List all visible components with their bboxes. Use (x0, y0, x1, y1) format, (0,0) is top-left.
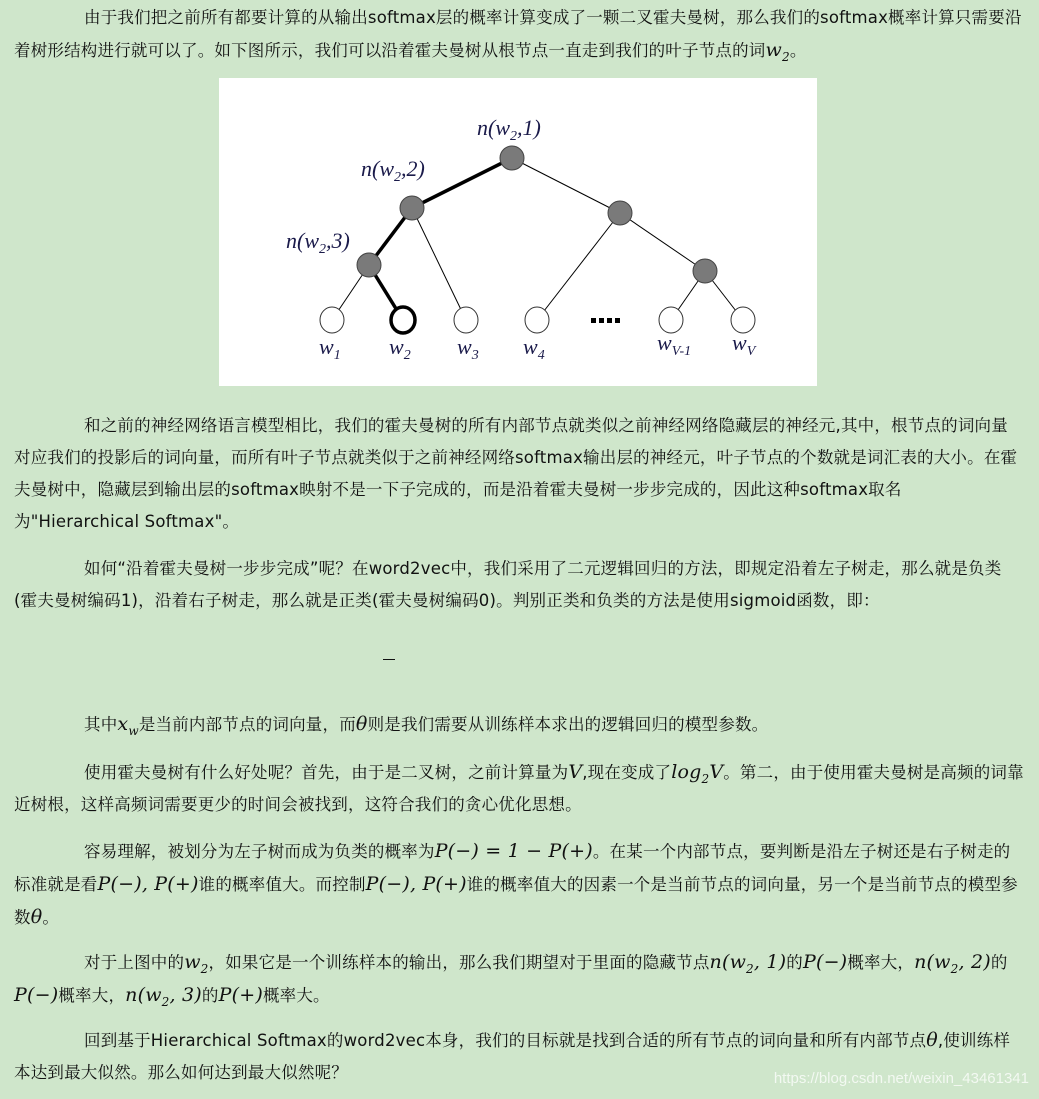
sigmoid-formula (375, 628, 395, 693)
watermark: https://blog.csdn.net/weixin_43461341 (773, 1070, 1029, 1087)
paragraph-probability: 容易理解，被划分为左子树而成为负类的概率为P(−) = 1 − P(+)。在某一个内部节点，要判断是沿左子树还是右子树走的标准就是看P(−), P(+)谁的概率值大。而控制P(−), P(+)谁的概率值大的因素一个是当前节点的词向量，另一个是当前节点的模型参数θ。 (14, 840, 1018, 928)
paragraph-hierarchical-softmax: 和之前的神经网络语言模型相比，我们的霍夫曼树的所有内部节点就类似之前神经网络隐藏层的神经元,其中，根节点的词向量对应我们的投影后的词向量，而所有叶子节点就类似于之前神经网络softmax输出层的神经元，叶子节点的个数就是词汇表的大小。在霍夫曼树中，隐藏层到输出层的softmax映射不是一下子完成的，而是沿着霍夫曼树一步步完成的，因此这种softmax取名为"Hierarchical Softmax"。 (14, 416, 1018, 531)
paragraph-example: 对于上图中的$w_2$，如果它是一个训练样本的输出，那么我们期望对于里面的隐藏节点$n(w_2$, 1)的P(−)概率大，$n(w_2$, 2)的P(−)概率大，$n(w_2$, 3)的P(+)概率大。 (14, 951, 1008, 1009)
paragraph-sigmoid: 如何“沿着霍夫曼树一步步完成”呢？在word2vec中，我们采用了二元逻辑回归的方法，即规定沿着左子树走，那么就是负类(霍夫曼树编码1)，沿着右子树走，那么就是正类(霍夫曼树编码0)。判别正类和负类的方法是使用sigmoid函数，即： (14, 559, 1002, 610)
svg-text:n(w2,2): $n(w_2,2)$ (361, 156, 425, 185)
paragraph-params: 其中$x_w$是当前内部节点的词向量，而θ则是我们需要从训练样本求出的逻辑回归的模型参数。 (84, 713, 769, 738)
svg-text:w1: $w_1$ (319, 334, 341, 363)
paragraph-intro (14, 2, 1024, 67)
paragraph-benefits: 使用霍夫曼树有什么好处呢？首先，由于是二叉树，之前计算量为V,现在变成了$\log_2V$。第二，由于使用霍夫曼树是高频的词靠近树根，这样高频词需要更少的时间会被找到，这符合我们的贪心优化思想。 (14, 761, 1024, 814)
paragraph-conclusion: 回到基于Hierarchical Softmax的word2vec本身，我们的目标就是找到合适的所有节点的词向量和所有内部节点θ,使训练样本达到最大似然。那么如何达到最大似然呢？ (14, 1029, 1011, 1082)
svg-text:w3: $w_3$ (457, 334, 479, 363)
svg-text:wV-1: $w_{V-1}$ (657, 330, 692, 359)
svg-text:w2: $w_2$ (389, 334, 411, 363)
huffman-tree-diagram (219, 78, 817, 386)
huffman-tree-figure (219, 78, 817, 386)
math-w2: $w_2$ (765, 39, 790, 64)
svg-text:n(w2,1): $n(w_2,1)$ (477, 115, 541, 144)
svg-text:w4: $w_4$ (523, 334, 545, 363)
paragraph-text: 。 (789, 41, 807, 60)
root-node (500, 146, 524, 170)
svg-text:n(w2,3): $n(w_2,3)$ (286, 228, 350, 257)
svg-text:wV: $w_V$ (732, 330, 756, 359)
formula-fraction (383, 657, 395, 664)
paragraph-text: 由于我们把之前所有都要计算的从输出softmax层的概率计算变成了一颗二叉霍夫曼树，那么我们的softmax概率计算只需要沿着树形结构进行就可以了。如下图所示，我们可以沿着霍夫曼树从根节点一直走到我们的叶子节点的词 (14, 8, 1022, 60)
formula-denominator (383, 659, 395, 664)
